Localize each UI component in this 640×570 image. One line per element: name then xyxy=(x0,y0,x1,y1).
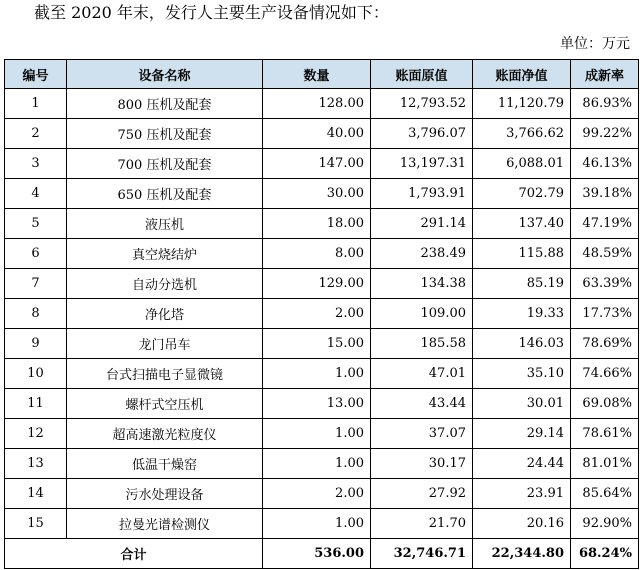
cell-original-value: 37.07 xyxy=(371,419,473,449)
cell-net-value: 702.79 xyxy=(473,179,571,209)
cell-net-value: 85.19 xyxy=(473,269,571,299)
cell-quantity: 1.00 xyxy=(263,419,371,449)
table-row xyxy=(5,179,639,209)
cell-newness-rate: 17.73% xyxy=(571,299,639,329)
table-row xyxy=(5,149,639,179)
cell-net-value: 24.44 xyxy=(473,449,571,479)
cell-equipment-name: 700 压机及配套 xyxy=(67,149,263,179)
cell-quantity: 18.00 xyxy=(263,209,371,239)
table-row xyxy=(5,419,639,449)
cell-equipment-name: 污水处理设备 xyxy=(67,479,263,509)
header-equipment-name: 设备名称 xyxy=(67,60,263,89)
cell-original-value: 30.17 xyxy=(371,449,473,479)
cell-equipment-name: 螺杆式空压机 xyxy=(67,389,263,419)
cell-number: 15 xyxy=(5,509,67,539)
header-net-value: 账面净值 xyxy=(473,60,571,89)
cell-number: 3 xyxy=(5,149,67,179)
cell-equipment-name: 净化塔 xyxy=(67,299,263,329)
cell-newness-rate: 74.66% xyxy=(571,359,639,389)
cell-number: 10 xyxy=(5,359,67,389)
cell-net-value: 29.14 xyxy=(473,419,571,449)
table-row xyxy=(5,359,639,389)
cell-newness-rate: 81.01% xyxy=(571,449,639,479)
cell-equipment-name: 龙门吊车 xyxy=(67,329,263,359)
cell-original-value: 21.70 xyxy=(371,509,473,539)
cell-net-value: 35.10 xyxy=(473,359,571,389)
cell-net-value: 23.91 xyxy=(473,479,571,509)
cell-newness-rate: 99.22% xyxy=(571,119,639,149)
cell-equipment-name: 真空烧结炉 xyxy=(67,239,263,269)
cell-newness-rate: 86.93% xyxy=(571,89,639,119)
cell-net-value: 3,766.62 xyxy=(473,119,571,149)
cell-newness-rate: 69.08% xyxy=(571,389,639,419)
cell-number: 8 xyxy=(5,299,67,329)
cell-quantity: 147.00 xyxy=(263,149,371,179)
header-original-value: 账面原值 xyxy=(371,60,473,89)
cell-net-value: 19.33 xyxy=(473,299,571,329)
cell-quantity: 30.00 xyxy=(263,179,371,209)
total-original-value: 32,746.71 xyxy=(371,539,473,569)
table-row xyxy=(5,449,639,479)
cell-net-value: 146.03 xyxy=(473,329,571,359)
cell-newness-rate: 48.59% xyxy=(571,239,639,269)
cell-original-value: 3,796.07 xyxy=(371,119,473,149)
cell-newness-rate: 47.19% xyxy=(571,209,639,239)
cell-original-value: 291.14 xyxy=(371,209,473,239)
cell-equipment-name: 拉曼光谱检测仪 xyxy=(67,509,263,539)
cell-newness-rate: 92.90% xyxy=(571,509,639,539)
cell-net-value: 137.40 xyxy=(473,209,571,239)
cell-equipment-name: 超高速激光粒度仪 xyxy=(67,419,263,449)
cell-quantity: 1.00 xyxy=(263,449,371,479)
cell-quantity: 15.00 xyxy=(263,329,371,359)
cell-equipment-name: 800 压机及配套 xyxy=(67,89,263,119)
table-row xyxy=(5,479,639,509)
cell-quantity: 13.00 xyxy=(263,389,371,419)
cell-original-value: 13,197.31 xyxy=(371,149,473,179)
header-number: 编号 xyxy=(5,60,67,89)
table-total-row xyxy=(5,539,639,569)
cell-number: 11 xyxy=(5,389,67,419)
cell-number: 9 xyxy=(5,329,67,359)
cell-newness-rate: 46.13% xyxy=(571,149,639,179)
cell-equipment-name: 液压机 xyxy=(67,209,263,239)
cell-net-value: 115.88 xyxy=(473,239,571,269)
cell-net-value: 30.01 xyxy=(473,389,571,419)
header-newness-rate: 成新率 xyxy=(571,60,639,89)
cell-newness-rate: 39.18% xyxy=(571,179,639,209)
cell-number: 12 xyxy=(5,419,67,449)
intro-text: 截至 2020 年末，发行人主要生产设备情况如下： xyxy=(34,3,389,22)
cell-newness-rate: 78.61% xyxy=(571,419,639,449)
cell-net-value: 20.16 xyxy=(473,509,571,539)
cell-original-value: 12,793.52 xyxy=(371,89,473,119)
total-quantity: 536.00 xyxy=(263,539,371,569)
total-net-value: 22,344.80 xyxy=(473,539,571,569)
cell-newness-rate: 63.39% xyxy=(571,269,639,299)
cell-equipment-name: 750 压机及配套 xyxy=(67,119,263,149)
cell-number: 7 xyxy=(5,269,67,299)
table-row xyxy=(5,389,639,419)
cell-net-value: 6,088.01 xyxy=(473,149,571,179)
cell-newness-rate: 85.64% xyxy=(571,479,639,509)
cell-quantity: 8.00 xyxy=(263,239,371,269)
table-row xyxy=(5,329,639,359)
cell-equipment-name: 低温干燥窑 xyxy=(67,449,263,479)
cell-original-value: 1,793.91 xyxy=(371,179,473,209)
cell-newness-rate: 78.69% xyxy=(571,329,639,359)
cell-original-value: 134.38 xyxy=(371,269,473,299)
unit-label: 单位：万元 xyxy=(560,36,630,52)
cell-quantity: 129.00 xyxy=(263,269,371,299)
table-header-row xyxy=(5,60,639,89)
cell-quantity: 128.00 xyxy=(263,89,371,119)
cell-net-value: 11,120.79 xyxy=(473,89,571,119)
cell-original-value: 27.92 xyxy=(371,479,473,509)
cell-quantity: 1.00 xyxy=(263,509,371,539)
total-label: 合计 xyxy=(5,539,263,569)
cell-number: 1 xyxy=(5,89,67,119)
table-row xyxy=(5,209,639,239)
cell-quantity: 2.00 xyxy=(263,299,371,329)
cell-number: 13 xyxy=(5,449,67,479)
cell-equipment-name: 650 压机及配套 xyxy=(67,179,263,209)
cell-original-value: 109.00 xyxy=(371,299,473,329)
table-row xyxy=(5,509,639,539)
table-row xyxy=(5,89,639,119)
header-quantity: 数量 xyxy=(263,60,371,89)
cell-original-value: 47.01 xyxy=(371,359,473,389)
cell-number: 4 xyxy=(5,179,67,209)
cell-quantity: 2.00 xyxy=(263,479,371,509)
cell-equipment-name: 台式扫描电子显微镜 xyxy=(67,359,263,389)
equipment-table xyxy=(4,59,639,569)
cell-quantity: 1.00 xyxy=(263,359,371,389)
cell-quantity: 40.00 xyxy=(263,119,371,149)
total-newness-rate: 68.24% xyxy=(571,539,639,569)
cell-number: 2 xyxy=(5,119,67,149)
cell-original-value: 185.58 xyxy=(371,329,473,359)
cell-original-value: 238.49 xyxy=(371,239,473,269)
cell-equipment-name: 自动分选机 xyxy=(67,269,263,299)
cell-number: 6 xyxy=(5,239,67,269)
table-row xyxy=(5,119,639,149)
table-row xyxy=(5,239,639,269)
table-row xyxy=(5,269,639,299)
table-row xyxy=(5,299,639,329)
cell-number: 14 xyxy=(5,479,67,509)
cell-number: 5 xyxy=(5,209,67,239)
cell-original-value: 43.44 xyxy=(371,389,473,419)
